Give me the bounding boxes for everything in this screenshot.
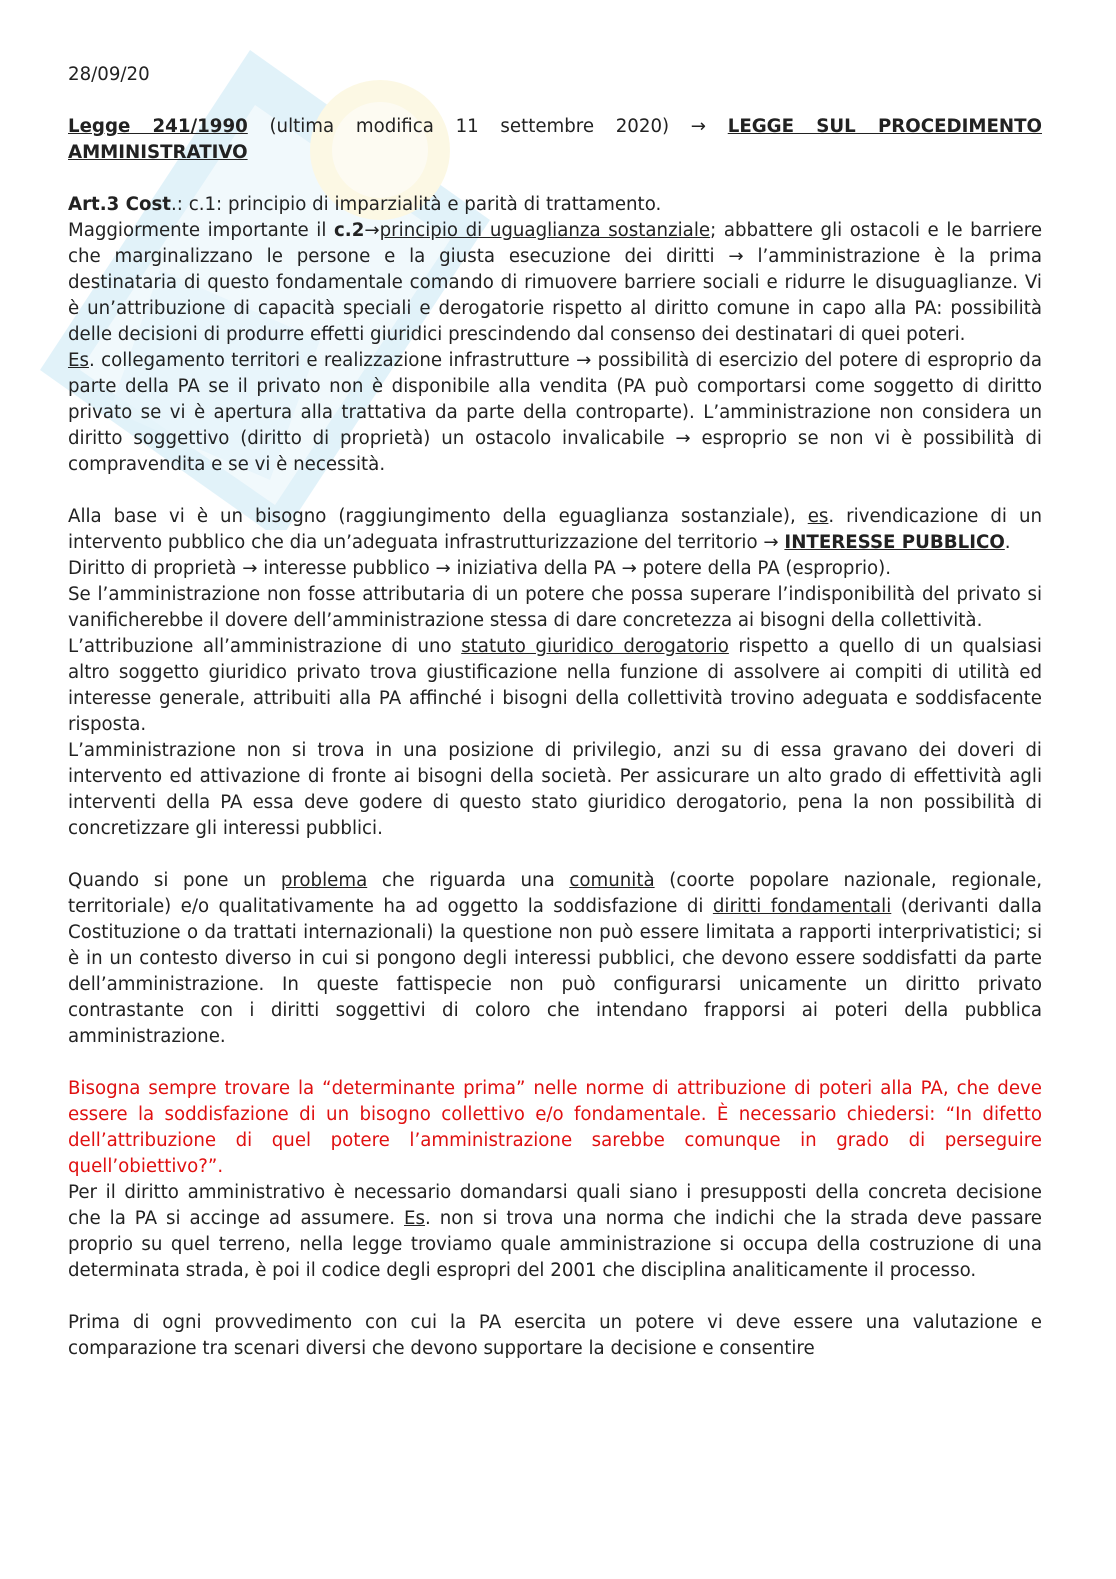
paragraph-community: Quando si pone un problema che riguarda una comunità (coorte popolare nazionale, regionale, territoriale) e/o qualitativamente ha ad oggetto la soddisfazione di diritti fondamentali (derivanti dalla Costituzione o da trattati internazionali) la questione non può essere limitata a rapporti interprivatistici; si è in un contesto diverso in cui si pongono degli interessi pubblici, che devono essere soddisfatti da parte dell’amministrazione. In queste fattispecie non può configurarsi unicamente un diritto privato contrastante con i diritti soggettivi di coloro che intendano frapporsi ai poteri della pubblica amministrazione.: [68, 870, 1043, 1047]
paragraph-privilege: L’amministrazione non si trova in una posizione di privilegio, anzi su di essa gravano dei doveri di intervento ed attivazione di fronte ai bisogni della società. Per assicurare un alto grado di effettività agli interventi della PA essa deve godere di questo stato giuridico derogatorio, pena la non possibilità di concretizzare gli interessi pubblici.: [68, 740, 1042, 839]
law-name: LEGGE SUL PROCEDIMENTO AMMINISTRATIVO: [68, 116, 1042, 163]
arrow-icon: →: [576, 350, 592, 371]
paragraph-evaluation: Prima di ogni provvedimento con cui la PA esercita un potere vi deve essere una valutazione e comparazione tra scenari diversi che devono supportare la decisione e consentire: [68, 1312, 1042, 1359]
paragraph-chain: Diritto di proprietà → interesse pubblico → iniziativa della PA → potere della PA (esproprio).: [68, 558, 892, 579]
document-title: Legge 241/1990 (ultima modifica 11 settembre 2020) → LEGGE SUL PROCEDIMENTO AMMINISTRATIVO: [68, 116, 1042, 163]
arrow-icon: →: [763, 532, 779, 553]
arrow-icon: →: [690, 116, 707, 137]
statute-term: statuto giuridico derogatorio: [461, 636, 729, 657]
paragraph-example-expropriation: Es. collegamento territori e realizzazione infrastrutture → possibilità di esercizio del potere di esproprio da parte della PA se il privato non è disponibile alla vendita (PA può comportarsi come soggetto di diritto privato se vi è apertura alla trattativa da parte della controparte). L’amministrazione non considera un diritto soggettivo (diritto di proprietà) un ostacolo invalicabile → esproprio se non vi è possibilità di compravendita e se vi è necessità.: [68, 350, 1042, 475]
paragraph-statute: L’attribuzione all’amministrazione di uno statuto giuridico derogatorio rispetto a quello di un qualsiasi altro soggetto giuridico privato trova giustificazione nella funzione di assolvere ai compiti di utilità ed interesse generale, attribuiti alla PA affinché i bisogni della collettività trovino adeguata e soddisfacente risposta.: [68, 636, 1042, 735]
document-page: [68, 62, 1042, 1362]
arrow-icon: →: [364, 220, 380, 241]
law-reference: Legge 241/1990: [68, 116, 248, 137]
document-date: 28/09/20: [68, 64, 150, 85]
paragraph-art3: Art.3 Cost.: c.1: principio di imparzialità e parità di trattamento.: [68, 194, 662, 215]
article-reference: Art.3 Cost: [68, 194, 171, 215]
paragraph-public-interest: Alla base vi è un bisogno (raggiungimento della eguaglianza sostanziale), es. rivendicazione di un intervento pubblico che dia un’adeguata infrastrutturizzazione del territorio → INTERESSE PUBBLICO.: [68, 504, 1042, 556]
paragraph-highlight-red: Bisogna sempre trovare la “determinante prima” nelle norme di attribuzione di poteri alla PA, che deve essere la soddisfazione di un bisogno collettivo e/o fondamentale. È necessario chiedersi: “In difetto dell’attribuzione di quel potere l’amministrazione sarebbe comunque in grado di perseguire quell’obiettivo?”.: [68, 1078, 1042, 1177]
arrow-icon: →: [728, 246, 744, 267]
paragraph-c2: Maggiormente importante il c.2→principio di uguaglianza sostanziale; abbattere gli ostacoli e le barriere che marginalizzano le persone e la giusta esecuzione dei diritti → l’amministrazione è la prima destinataria di questo fondamentale comando di rimuovere barriere sociali e ridurre le disuguaglianze. Vi è un’attribuzione di capacità speciali e derogatorie rispetto al diritto comune in capo alla PA: possibilità delle decisioni di produrre effetti giuridici prescindendo dal consenso dei destinatari di quei poteri.: [68, 220, 1043, 345]
public-interest-term: INTERESSE PUBBLICO: [784, 532, 1005, 553]
principle-link: principio di uguaglianza sostanziale: [379, 220, 711, 241]
arrow-icon: →: [675, 428, 691, 449]
paragraph-administrative-law: Per il diritto amministrativo è necessario domandarsi quali siano i presupposti della concreta decisione che la PA si accinge ad assumere. Es. non si trova una norma che indichi che la strada deve passare proprio su quel terreno, nella legge troviamo quale amministrazione si occupa della costruzione di una determinata strada, è poi il codice degli espropri del 2001 che disciplina analiticamente il processo.: [68, 1182, 1042, 1281]
paragraph-power: Se l’amministrazione non fosse attributaria di un potere che possa superare l’indisponibilità del privato si vanificherebbe il dovere dell’amministrazione stessa di dare concretezza ai bisogni della collettività.: [68, 584, 1042, 631]
